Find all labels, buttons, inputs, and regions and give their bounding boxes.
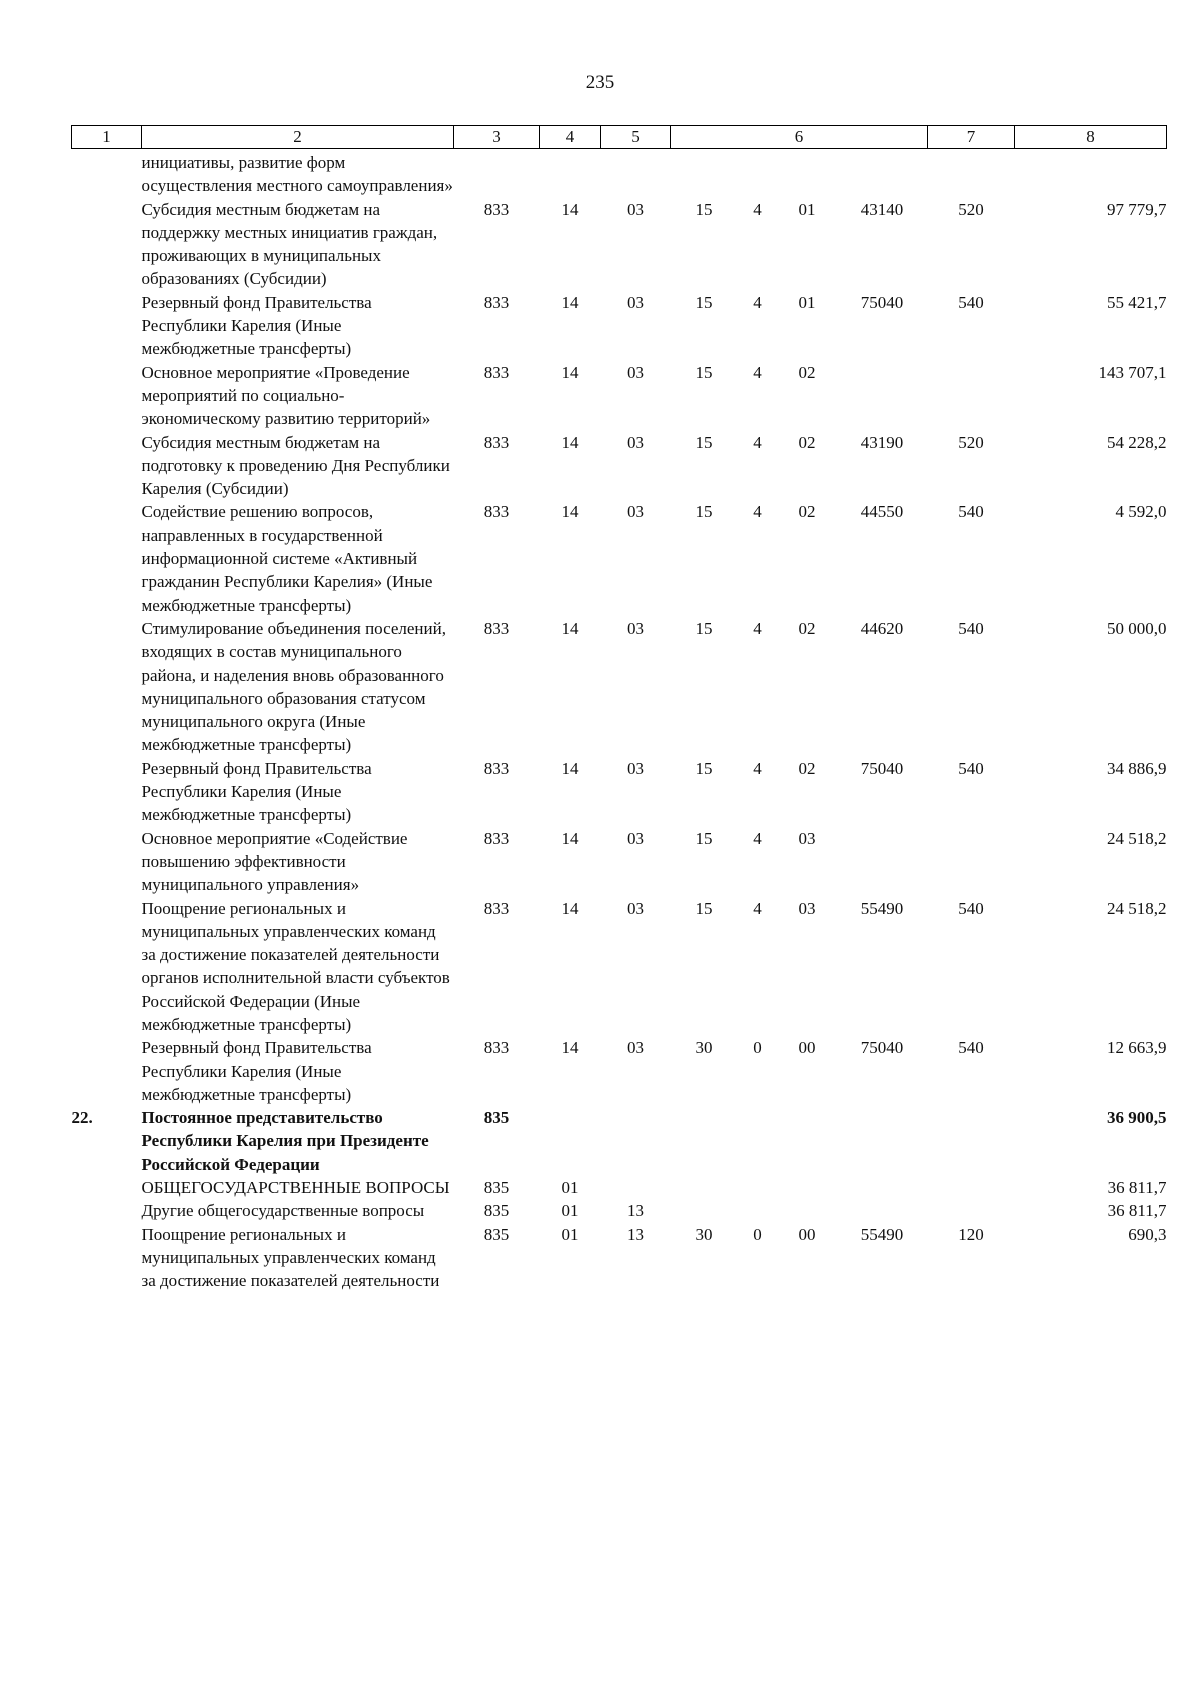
cell-activity: 01 xyxy=(798,199,816,219)
cell-subsection: 03 xyxy=(627,362,644,382)
row-number xyxy=(72,500,142,616)
row-number xyxy=(72,1223,142,1293)
cell-expense-type xyxy=(928,827,1015,897)
cell-direction: 75040 xyxy=(860,292,904,312)
cell-section: 14 xyxy=(561,199,579,219)
cell-activity: 03 xyxy=(798,898,816,918)
cell-subprogram: 4 xyxy=(753,432,762,452)
cell-ministry-code: 833 xyxy=(483,362,510,382)
cell-section: 01 xyxy=(561,1224,579,1244)
cell-activity: 02 xyxy=(798,502,816,522)
cell-expense-type xyxy=(928,1176,1015,1199)
row-number xyxy=(72,1199,142,1222)
cell-program xyxy=(671,1176,738,1199)
cell-amount: 12 663,9 xyxy=(1107,1038,1167,1058)
cell-subprogram: 4 xyxy=(753,618,762,638)
cell-program: 15 xyxy=(695,898,713,918)
row-name: Содействие решению вопросов, направленных в государственной информационной системе «Активный гражданин Республики Карелия» (Иные межбюджетные трансферты) xyxy=(141,502,433,615)
row-name: Стимулирование объединения поселений, входящих в состав муниципального района, и наделения вновь образованного муниципального образования статусом муниципального округа (Иные межбюджетные трансферты) xyxy=(141,618,446,755)
cell-section: 14 xyxy=(561,432,579,452)
cell-section: 01 xyxy=(561,1178,579,1198)
row-name: Другие общегосударственные вопросы xyxy=(141,1201,425,1221)
table-row xyxy=(72,198,1167,291)
header-col-2: 2 xyxy=(142,126,454,149)
table-row xyxy=(72,1176,1167,1199)
header-col-3: 3 xyxy=(454,126,540,149)
cell-amount: 690,3 xyxy=(1128,1224,1167,1244)
cell-amount: 24 518,2 xyxy=(1107,828,1167,848)
cell-subsection: 03 xyxy=(627,828,644,848)
cell-program: 30 xyxy=(695,1224,713,1244)
cell-activity xyxy=(778,1106,837,1176)
cell-program: 15 xyxy=(695,618,713,638)
cell-expense-type: 540 xyxy=(958,292,984,312)
cell-expense-type: 540 xyxy=(958,502,984,522)
cell-subprogram: 4 xyxy=(753,758,762,778)
cell-ministry-code: 833 xyxy=(483,432,510,452)
cell-amount: 4 592,0 xyxy=(1115,502,1167,522)
cell-subprogram: 4 xyxy=(753,362,762,382)
cell-section: 14 xyxy=(561,292,579,312)
cell-subsection xyxy=(601,1176,671,1199)
cell-activity: 02 xyxy=(798,432,816,452)
row-name: Субсидия местным бюджетам на подготовку к проведению Дня Республики Карелия (Субсидии) xyxy=(141,432,450,499)
cell-subsection xyxy=(601,1106,671,1176)
cell-activity xyxy=(778,1176,837,1199)
cell-subprogram: 4 xyxy=(753,828,762,848)
cell-amount: 24 518,2 xyxy=(1107,898,1167,918)
row-number xyxy=(72,1176,142,1199)
page-number: 235 xyxy=(585,72,615,93)
row-number xyxy=(72,291,142,361)
cell-subsection: 03 xyxy=(627,618,644,638)
cell-program: 15 xyxy=(695,199,713,219)
row-number: 22. xyxy=(71,1108,93,1128)
cell-ministry-code: 835 xyxy=(483,1224,510,1244)
table-row xyxy=(72,1106,1167,1176)
cell-amount: 97 779,7 xyxy=(1107,199,1167,219)
cell-ministry-code: 833 xyxy=(483,292,510,312)
cell-activity xyxy=(778,149,837,198)
cell-subprogram xyxy=(738,149,778,198)
cell-activity: 02 xyxy=(798,758,816,778)
row-name: инициативы, развитие форм осуществления местного самоуправления» xyxy=(141,153,453,196)
cell-ministry-code: 833 xyxy=(483,199,510,219)
cell-activity: 00 xyxy=(798,1224,816,1244)
cell-amount xyxy=(1015,149,1167,198)
budget-table xyxy=(71,125,1167,1293)
cell-direction xyxy=(837,361,928,431)
cell-amount: 143 707,1 xyxy=(1098,362,1167,382)
cell-ministry-code: 833 xyxy=(483,1038,510,1058)
table-row xyxy=(72,1223,1167,1293)
cell-subsection: 03 xyxy=(627,898,644,918)
table-row xyxy=(72,1199,1167,1222)
cell-subprogram: 4 xyxy=(753,898,762,918)
cell-activity: 02 xyxy=(798,362,816,382)
row-name: Основное мероприятие «Проведение мероприятий по социально-экономическому развитию территорий» xyxy=(141,362,431,429)
cell-program: 15 xyxy=(695,758,713,778)
row-name: Субсидия местным бюджетам на поддержку местных инициатив граждан, проживающих в муниципальных образованиях (Субсидии) xyxy=(141,199,438,289)
cell-program: 30 xyxy=(695,1038,713,1058)
row-name: ОБЩЕГОСУДАРСТВЕННЫЕ ВОПРОСЫ xyxy=(141,1178,450,1198)
cell-subsection: 13 xyxy=(627,1201,644,1221)
table-row xyxy=(72,1036,1167,1106)
cell-ministry-code: 833 xyxy=(483,828,510,848)
cell-amount: 54 228,2 xyxy=(1107,432,1167,452)
table-row xyxy=(72,827,1167,897)
cell-program xyxy=(671,1199,738,1222)
header-col-6: 6 xyxy=(671,126,928,149)
cell-expense-type xyxy=(928,1106,1015,1176)
table-body xyxy=(72,149,1167,1293)
cell-direction xyxy=(837,149,928,198)
table-row xyxy=(72,500,1167,616)
cell-subprogram: 4 xyxy=(753,502,762,522)
cell-subprogram xyxy=(738,1106,778,1176)
cell-amount: 55 421,7 xyxy=(1107,292,1167,312)
row-name: Основное мероприятие «Содействие повышению эффективности муниципального управления» xyxy=(141,828,408,895)
cell-direction: 43140 xyxy=(860,199,904,219)
cell-section: 14 xyxy=(561,502,579,522)
table-row xyxy=(72,757,1167,827)
cell-direction: 75040 xyxy=(860,758,904,778)
cell-section: 14 xyxy=(561,828,579,848)
cell-direction xyxy=(837,1176,928,1199)
cell-ministry-code: 833 xyxy=(483,618,510,638)
cell-section: 01 xyxy=(561,1201,579,1221)
row-number xyxy=(72,617,142,757)
row-number xyxy=(72,149,142,198)
cell-direction: 55490 xyxy=(860,898,904,918)
cell-ministry-code: 835 xyxy=(483,1178,510,1198)
cell-activity: 01 xyxy=(798,292,816,312)
cell-subsection xyxy=(601,149,671,198)
cell-section: 14 xyxy=(561,1038,579,1058)
row-name: Поощрение региональных и муниципальных управленческих команд за достижение показателей деятельности xyxy=(141,1224,440,1291)
cell-amount: 50 000,0 xyxy=(1107,618,1167,638)
cell-section: 14 xyxy=(561,898,579,918)
cell-subsection: 03 xyxy=(627,292,644,312)
row-number xyxy=(72,1036,142,1106)
cell-subprogram: 0 xyxy=(753,1224,762,1244)
cell-amount: 36 811,7 xyxy=(1107,1178,1167,1198)
cell-expense-type xyxy=(928,149,1015,198)
cell-subsection: 03 xyxy=(627,758,644,778)
row-name: Резервный фонд Правительства Республики Карелия (Иные межбюджетные трансферты) xyxy=(141,1038,372,1104)
row-number xyxy=(72,431,142,501)
row-number xyxy=(72,827,142,897)
table-row xyxy=(72,617,1167,757)
cell-ministry-code: 835 xyxy=(483,1108,510,1128)
header-col-4: 4 xyxy=(540,126,601,149)
cell-subsection: 03 xyxy=(627,502,644,522)
cell-program xyxy=(671,149,738,198)
cell-activity: 02 xyxy=(798,618,816,638)
cell-program xyxy=(671,1106,738,1176)
cell-program: 15 xyxy=(695,502,713,522)
cell-expense-type: 540 xyxy=(958,898,984,918)
cell-expense-type: 520 xyxy=(958,432,984,452)
cell-program: 15 xyxy=(695,292,713,312)
cell-direction: 55490 xyxy=(860,1224,904,1244)
row-number xyxy=(72,897,142,1037)
cell-expense-type xyxy=(928,1199,1015,1222)
cell-ministry-code: 833 xyxy=(483,758,510,778)
table-row xyxy=(72,361,1167,431)
cell-amount: 34 886,9 xyxy=(1107,758,1167,778)
header-col-1: 1 xyxy=(72,126,142,149)
cell-ministry-code xyxy=(454,149,540,198)
cell-subsection: 03 xyxy=(627,432,644,452)
cell-amount: 36 900,5 xyxy=(1107,1108,1167,1128)
cell-subprogram: 4 xyxy=(753,199,762,219)
row-name: Резервный фонд Правительства Республики Карелия (Иные межбюджетные трансферты) xyxy=(141,758,372,825)
row-number xyxy=(72,198,142,291)
cell-direction: 43190 xyxy=(860,432,904,452)
header-row xyxy=(72,126,1167,149)
cell-subsection: 03 xyxy=(627,199,644,219)
cell-section: 14 xyxy=(561,758,579,778)
cell-expense-type: 540 xyxy=(958,1038,984,1058)
table-row xyxy=(72,431,1167,501)
row-name: Постоянное представительство Республики Карелия при Президенте Российской Федерации xyxy=(141,1108,429,1174)
header-col-7: 7 xyxy=(928,126,1015,149)
cell-section: 14 xyxy=(561,362,579,382)
cell-program: 15 xyxy=(695,432,713,452)
cell-expense-type: 520 xyxy=(958,199,984,219)
row-name: Поощрение региональных и муниципальных управленческих команд за достижение показателей деятельности органов исполнительной власти субъектов Российской Федерации (Иные межбюджетные трансферты) xyxy=(141,898,450,1034)
cell-activity: 00 xyxy=(798,1038,816,1058)
cell-direction xyxy=(837,1106,928,1176)
cell-direction: 44550 xyxy=(860,502,904,522)
cell-subprogram xyxy=(738,1199,778,1222)
cell-expense-type: 120 xyxy=(958,1224,984,1244)
cell-amount: 36 811,7 xyxy=(1107,1201,1167,1221)
header-col-8: 8 xyxy=(1015,126,1167,149)
cell-subsection: 13 xyxy=(627,1224,644,1244)
cell-ministry-code: 833 xyxy=(483,502,510,522)
cell-ministry-code: 833 xyxy=(483,898,510,918)
cell-section xyxy=(540,1106,601,1176)
row-number xyxy=(72,757,142,827)
table-row xyxy=(72,291,1167,361)
cell-program: 15 xyxy=(695,362,713,382)
cell-section xyxy=(540,149,601,198)
cell-subsection: 03 xyxy=(627,1038,644,1058)
cell-subprogram: 0 xyxy=(753,1038,762,1058)
cell-expense-type: 540 xyxy=(958,618,984,638)
cell-activity: 03 xyxy=(798,828,816,848)
cell-subprogram xyxy=(738,1176,778,1199)
cell-activity xyxy=(778,1199,837,1222)
row-number xyxy=(72,361,142,431)
header-col-5: 5 xyxy=(601,126,671,149)
cell-ministry-code: 835 xyxy=(483,1201,510,1221)
table-row xyxy=(72,897,1167,1037)
cell-expense-type: 540 xyxy=(958,758,984,778)
cell-direction xyxy=(837,827,928,897)
row-name: Резервный фонд Правительства Республики Карелия (Иные межбюджетные трансферты) xyxy=(141,292,372,359)
cell-expense-type xyxy=(928,361,1015,431)
cell-direction: 44620 xyxy=(860,618,904,638)
cell-program: 15 xyxy=(695,828,713,848)
cell-subprogram: 4 xyxy=(753,292,762,312)
cell-direction: 75040 xyxy=(860,1038,904,1058)
cell-direction xyxy=(837,1199,928,1222)
cell-section: 14 xyxy=(561,618,579,638)
table-row xyxy=(72,149,1167,198)
